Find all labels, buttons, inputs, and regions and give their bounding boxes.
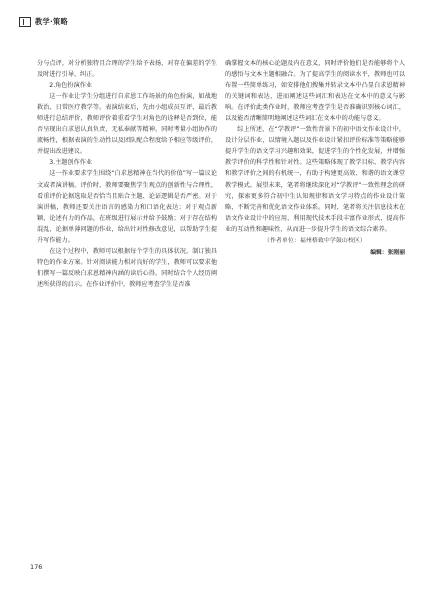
section-heading: 3.主题创作作业	[49, 159, 92, 167]
book-icon	[19, 17, 31, 27]
section-title: 教学·策略	[35, 17, 68, 26]
left-column	[37, 58, 217, 290]
paragraph: 综上所述，在“学教评”一致性背景下的初中语文作业设计中，设计分层作业，以情境入题以及作业设计紧扣评价标准等策略能够提升学生的语文学习兴趣和效果，促进学生的个性化发展，并增强教学评价的科学性和针对性。这些策略体现了教学目标、教学内容和教学评价之间的有机统一，有助于构建更高效、和谐的语文课堂教学模式。展望未来，笔者将继续深化对“学教评”一致性理念的研究，探索更多符合初中生认知规律和语文学习特点的作业设计策略，不断完善和优化语文作业体系。同时，笔者将关注信息技术在语文作业设计中的应用，利用现代技术手段丰富作业形式，提高作业的互动性和趣味性，从而进一步提升学生的语文综合素养。	[225, 126, 405, 233]
section-heading: 2.角色扮演作业	[49, 82, 92, 90]
paragraph: 确掌握文本的核心论题及内在意义，同时评价他们是否能够将个人的感悟与文本主题相融合。为了提高学生的阅读水平，教师也可以布置一些简单练习，如安排他们搜集并转录文本中凸显白求恩精神的关键词和表达，进而阐述这些词汇和表达在文本中的意义与影响。在评价此类作业时，教师应考查学生是否准确识别核心词汇，以及能否清晰简明地阐述这些词汇在文本中的功能与意义。	[225, 60, 405, 123]
author-affiliation: （作者单位：福州格致中学鼓山校区）	[264, 237, 366, 244]
page-header	[19, 17, 68, 27]
paragraph: 这一作业要求学生围绕“白求恩精神在当代的价值”写一篇议论文或者演讲稿。评价时，教师要聚焦学生观点的创新性与合理性，看重评价论据选取是否恰当且贴合主题、论证逻辑是否严密。对于演讲稿，教师还要关注语言的感染力和口语化表达；对于观点新颖、论述有力的作品，在班级进行展示并给予鼓励；对于存在结构混乱、论据单薄问题的作业，给出针对性修改意见，以帮助学生提升写作能力。	[37, 170, 217, 244]
paragraph: 这一作业让学生分组进行自求恩工作场景的角色扮演，如战地救治、日常医疗教学等。表演结束后，先由小组成员互评，最后教师进行总结评价，教师评价着重看学生对角色的诠释是否到位，能否呈现出白求恩认真负责、无私奉献等精神。同时考量小组协作的流畅性，根据表演的生动性以及团队配合程度给予相应等级评价，并提出改进建议。	[37, 93, 217, 156]
page-number: 176	[30, 563, 43, 571]
right-column	[225, 58, 405, 259]
paragraph: 在这个过程中，教师可以根据每个学生的具体状况，制订独具特色的作业方案。针对阅读能力相对良好的学生，教师可以要求他们撰写一篇反映白求恩精神内涵的读后心得，同时结合个人经历阐述所获得的启示。在作业评价中，教师应考查学生是否准	[37, 247, 217, 288]
editor-credit: 编辑：张刚丽	[370, 249, 405, 256]
paragraph: 分与点评，对分析独特且合理的学生给予表扬，对存在偏差的学生及时进行引导、纠正。	[37, 60, 217, 79]
